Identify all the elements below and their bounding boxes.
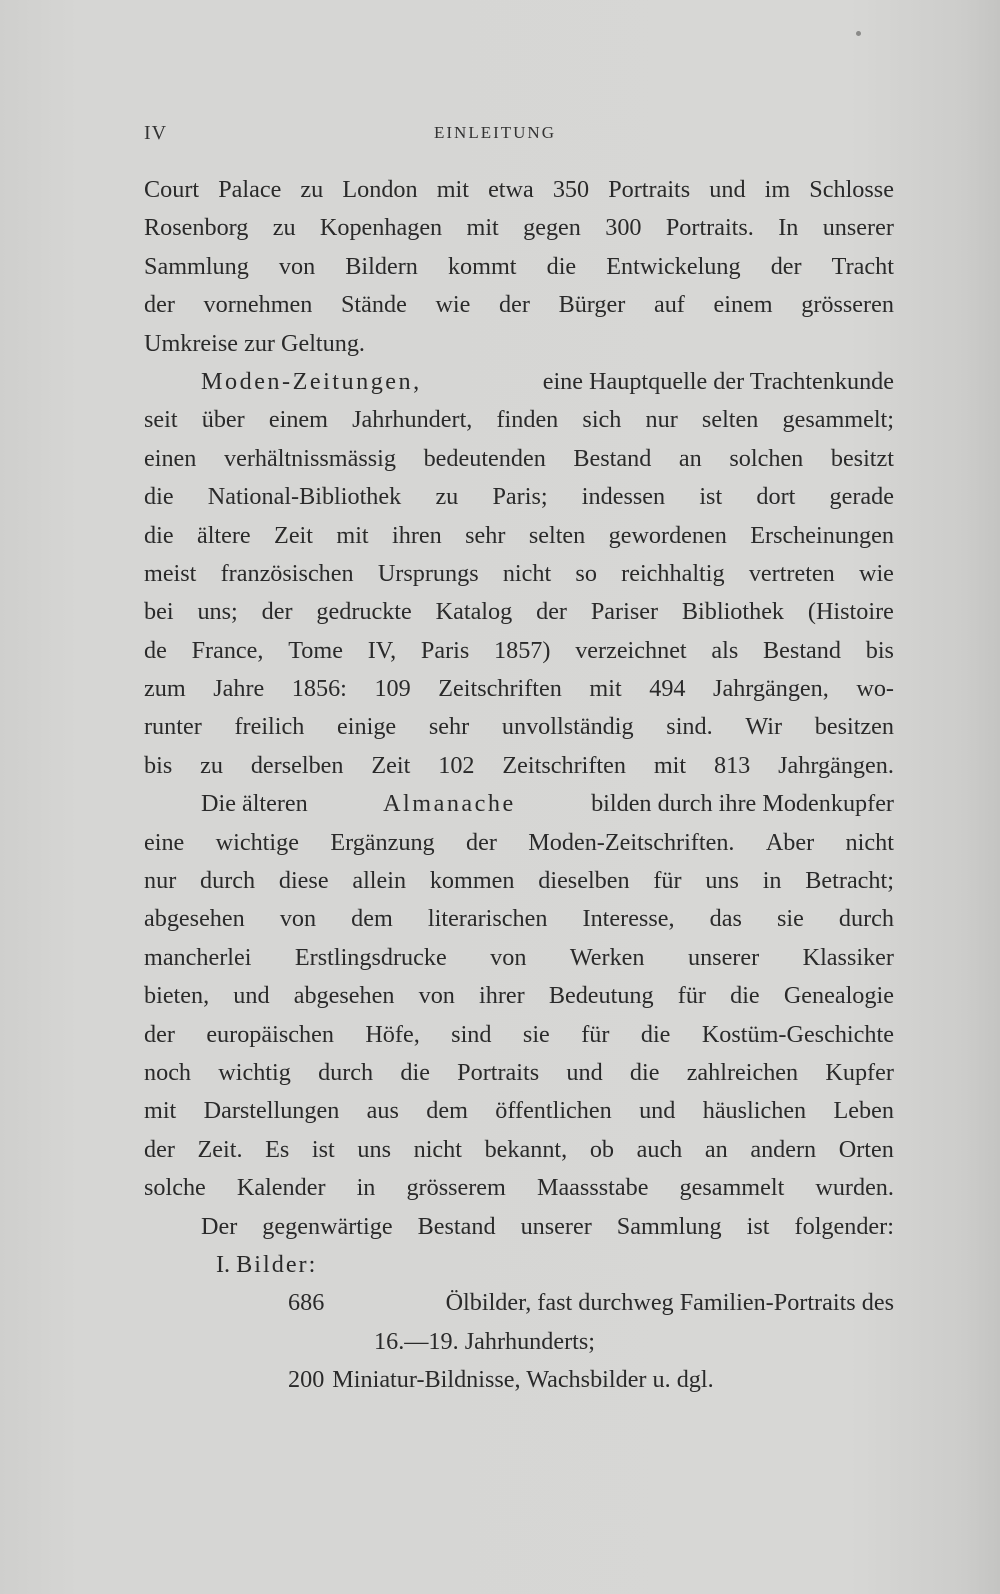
word: bekannt, — [484, 1135, 568, 1163]
word: sehr — [465, 521, 506, 549]
word: Zeitschriften — [438, 675, 562, 703]
word: Jahre — [213, 675, 265, 703]
word: an — [704, 1135, 728, 1163]
text-fragment: Die älteren — [201, 790, 308, 818]
text-fragment: eine Hauptquelle der Trachtenkunde — [542, 367, 894, 395]
text-fragment: bilden durch ihre Modenkupfer — [591, 790, 894, 818]
word: Betracht; — [805, 867, 894, 895]
word: an — [678, 444, 702, 472]
paragraph-first-line — [144, 363, 894, 401]
word: unserer — [687, 943, 760, 971]
word: zu — [272, 214, 296, 242]
word: Ursprungs — [377, 559, 479, 587]
word: kommen — [429, 867, 515, 895]
list-item-text: Miniatur-Bildnisse, Wachsbilder u. dgl. — [332, 1366, 714, 1394]
word: Darstellungen — [203, 1097, 340, 1125]
word: der — [536, 598, 567, 626]
word: zahlreichen — [686, 1058, 799, 1086]
word: vertreten — [748, 559, 835, 587]
word: Klassiker — [802, 943, 894, 971]
word: unserer — [520, 1212, 592, 1240]
word: nur — [645, 406, 678, 434]
word: unvollständig — [501, 713, 634, 741]
text-line — [144, 1169, 894, 1207]
word: Genealogie — [783, 982, 894, 1010]
word: der — [144, 291, 175, 319]
word: einem — [268, 406, 328, 434]
word: sind — [451, 1020, 492, 1048]
word: die — [640, 1020, 671, 1048]
word: indessen — [581, 483, 666, 511]
word: IV, — [367, 636, 397, 664]
word: über — [201, 406, 245, 434]
word: grösserem — [406, 1174, 506, 1202]
word: zu — [435, 483, 459, 511]
word: etwa — [488, 176, 534, 203]
word: ist — [311, 1135, 335, 1163]
word: gerade — [829, 483, 894, 511]
word: abgesehen — [293, 982, 395, 1010]
text-line — [144, 747, 894, 785]
word: die — [144, 521, 174, 549]
word: ist — [699, 483, 723, 511]
word: mit — [336, 521, 369, 549]
word: bieten, — [144, 982, 210, 1010]
word: solchen — [729, 444, 804, 472]
word: vornehmen — [203, 291, 313, 319]
text-line — [144, 440, 894, 478]
word: ob — [589, 1135, 614, 1163]
word: allein — [352, 867, 407, 895]
word: Jahrgängen, — [713, 675, 829, 703]
word: wichtig — [218, 1058, 291, 1086]
word: Paris; — [492, 483, 548, 511]
list-number: I. — [216, 1250, 231, 1278]
word: verzeichnet — [575, 636, 687, 664]
text-line — [144, 248, 894, 286]
word: Erstlingsdrucke — [294, 943, 447, 971]
word: gesammelt; — [782, 406, 894, 434]
word: uns; — [197, 598, 238, 626]
word: sie — [776, 905, 804, 933]
emphasized-term: Almanache — [383, 790, 516, 818]
word: gesammelt — [679, 1174, 785, 1202]
word: literarischen — [427, 905, 548, 933]
word: derselben — [250, 751, 344, 779]
word: ist — [746, 1212, 770, 1240]
word: Portraits — [608, 176, 691, 203]
word: 494 — [649, 675, 686, 703]
word: gewordenen — [608, 521, 727, 549]
word: In — [778, 214, 799, 242]
word: Rosenborg — [144, 214, 249, 242]
word: freilich — [234, 713, 305, 741]
word: Moden-Zeitschriften. — [528, 828, 735, 856]
word: der — [466, 828, 497, 856]
word: Wir — [745, 713, 783, 741]
word: Stände — [340, 291, 407, 319]
text-line — [144, 824, 894, 862]
word: Der — [201, 1212, 238, 1240]
word: nur — [144, 867, 177, 895]
word: gegenwärtige — [262, 1212, 393, 1240]
text-line — [144, 632, 894, 670]
word: von — [279, 905, 317, 933]
word: nicht — [845, 828, 894, 856]
word: selten — [701, 406, 759, 434]
word: Bestand — [573, 444, 652, 472]
word: Bildern — [345, 252, 418, 280]
word: Bedeutung — [548, 982, 654, 1010]
word: bis — [144, 751, 173, 779]
list-item-count: 200 — [288, 1366, 325, 1394]
word: wie — [858, 559, 894, 587]
word: Zeit. — [197, 1135, 243, 1163]
word: Höfe, — [365, 1020, 420, 1048]
word: 102 — [438, 751, 475, 779]
word: Entwickelung — [606, 252, 741, 280]
word: mit — [466, 214, 499, 242]
word: gegen — [523, 214, 581, 242]
word: grösseren — [801, 291, 894, 319]
word: Werken — [569, 943, 645, 971]
word: Orten — [838, 1135, 894, 1163]
word: France, — [191, 636, 264, 664]
word: der — [144, 1135, 175, 1163]
word: ihrer — [479, 982, 525, 1010]
list-item-count: 686 — [288, 1289, 325, 1317]
word: durch — [838, 905, 894, 933]
word: Aber — [765, 828, 815, 856]
text-line — [144, 555, 894, 593]
word: einem — [713, 291, 773, 319]
word: uns — [357, 1135, 391, 1163]
word: wo- — [856, 675, 894, 703]
word: einen — [144, 444, 197, 472]
word: (Histoire — [807, 598, 894, 626]
page-number: IV — [144, 122, 168, 144]
word: Maassstabe — [536, 1174, 649, 1202]
word: Kalender — [236, 1174, 326, 1202]
word: und — [639, 1097, 676, 1125]
word: sie — [522, 1020, 550, 1048]
word: zum — [144, 675, 186, 703]
word: zu — [300, 176, 324, 203]
text-line — [144, 900, 894, 938]
text-line — [144, 708, 894, 746]
text-line — [144, 1016, 894, 1054]
word: bis — [865, 636, 894, 664]
text-line — [144, 209, 894, 247]
word: runter — [144, 713, 202, 741]
word: besitzen — [814, 713, 894, 741]
word: Tracht — [831, 252, 894, 280]
word: dem — [351, 905, 393, 933]
word: auch — [636, 1135, 683, 1163]
word: Erscheinungen — [750, 521, 894, 549]
word: auf — [653, 291, 685, 319]
word: wurden. — [815, 1174, 894, 1202]
word: dem — [426, 1097, 468, 1125]
word: noch — [144, 1058, 192, 1086]
word: französischen — [220, 559, 354, 587]
list-item-text: Ölbilder, fast durchweg Familien-Portraits des — [445, 1289, 894, 1317]
text-line — [144, 517, 894, 555]
word: 109 — [374, 675, 411, 703]
word: 1857) — [494, 636, 551, 664]
word: dieselben — [538, 867, 630, 895]
word: die — [400, 1058, 430, 1086]
word: so — [575, 559, 597, 587]
word: sind. — [666, 713, 713, 741]
word: unserer — [822, 214, 894, 242]
word: folgender: — [794, 1212, 894, 1240]
word: aus — [366, 1097, 399, 1125]
word: von — [278, 252, 316, 280]
word: nicht — [413, 1135, 462, 1163]
word: mancherlei — [144, 943, 252, 971]
word: wichtige — [215, 828, 299, 856]
word: Zeit — [371, 751, 411, 779]
word: Bürger — [558, 291, 626, 319]
word: einige — [337, 713, 397, 741]
word: und — [566, 1058, 603, 1086]
word: uns — [705, 867, 739, 895]
word: mit — [589, 675, 622, 703]
word: für — [581, 1020, 610, 1048]
word: gedruckte — [316, 598, 412, 626]
word: Palace — [218, 176, 282, 203]
word: Zeit — [274, 521, 313, 549]
word: Kostüm-Geschichte — [701, 1020, 894, 1048]
word: der — [144, 1020, 175, 1048]
word: Sammlung — [144, 252, 249, 280]
word: die — [730, 982, 760, 1010]
word: als — [711, 636, 739, 664]
word: abgesehen — [144, 905, 245, 933]
list-item — [144, 1361, 894, 1399]
text-line — [144, 670, 894, 708]
word: Jahrhundert, — [352, 406, 473, 434]
word: Bestand — [763, 636, 841, 664]
word: von — [490, 943, 527, 971]
word: seit — [144, 406, 178, 434]
word: der — [499, 291, 530, 319]
word: bei — [144, 598, 174, 626]
word: London — [342, 176, 418, 203]
word: durch — [200, 867, 256, 895]
running-title: EINLEITUNG — [434, 123, 556, 142]
word: die — [629, 1058, 660, 1086]
body-text — [144, 171, 894, 1400]
word: besitzt — [830, 444, 894, 472]
word: de — [144, 636, 167, 664]
text-line — [144, 478, 894, 516]
text-line — [144, 401, 894, 439]
word: Kopenhagen — [319, 214, 443, 242]
word: europäischen — [206, 1020, 334, 1048]
word: zu — [200, 751, 223, 779]
word: National-Bibliothek — [207, 483, 402, 511]
word: ihren — [392, 521, 442, 549]
word: Bibliothek — [681, 598, 785, 626]
word: 300 — [605, 214, 642, 242]
word: verhältnissmässig — [223, 444, 396, 472]
list-item — [144, 1284, 894, 1322]
word: 350 — [552, 176, 590, 203]
text-line — [144, 171, 894, 209]
word: andern — [750, 1135, 817, 1163]
word: der — [770, 252, 802, 280]
word: mit — [144, 1097, 177, 1125]
word: nicht — [502, 559, 552, 587]
word: Sammlung — [616, 1212, 722, 1240]
text-line — [144, 977, 894, 1015]
word: Paris — [420, 636, 470, 664]
word: für — [653, 867, 682, 895]
word: und — [233, 982, 270, 1010]
word: meist — [144, 559, 197, 587]
word: Es — [265, 1135, 290, 1163]
word: selten — [528, 521, 586, 549]
word: und — [709, 176, 746, 203]
word: Bestand — [417, 1212, 496, 1240]
word: öffentlichen — [495, 1097, 612, 1125]
word: in — [356, 1174, 376, 1202]
word: mit — [653, 751, 687, 779]
word: Court — [144, 176, 200, 203]
text-line — [144, 1208, 894, 1246]
word: sehr — [428, 713, 470, 741]
word: Leben — [833, 1097, 894, 1125]
word: Pariser — [590, 598, 659, 626]
word: 813 — [713, 751, 751, 779]
word: Portraits — [457, 1058, 540, 1086]
word: Interesse, — [582, 905, 675, 933]
word: ältere — [196, 521, 251, 549]
paper-speck — [856, 31, 861, 36]
text-line — [144, 1131, 894, 1169]
text-line — [144, 939, 894, 977]
list-item-continuation: 16.—19. Jahrhunderts; — [374, 1327, 596, 1355]
word: kommt — [447, 252, 517, 280]
word: Ergänzung — [330, 828, 435, 856]
text-line — [144, 1092, 894, 1130]
word: mit — [436, 176, 469, 203]
paragraph-first-line — [144, 785, 894, 823]
word: Kupfer — [825, 1058, 894, 1086]
emphasized-term: Moden-Zeitungen, — [201, 367, 422, 395]
word: reichhaltig — [621, 559, 725, 587]
word: im — [764, 176, 791, 203]
word: Zeitschriften — [502, 751, 626, 779]
text-line: Umkreise zur Geltung. — [144, 329, 365, 357]
word: Jahrgängen. — [778, 751, 894, 779]
text-line — [144, 862, 894, 900]
word: durch — [318, 1058, 374, 1086]
word: wie — [435, 291, 471, 319]
word: finden — [496, 406, 559, 434]
word: Portraits. — [665, 214, 754, 242]
word: Katalog — [435, 598, 513, 626]
list-heading-term: Bilder: — [236, 1250, 318, 1278]
text-line — [144, 593, 894, 631]
word: bedeutenden — [423, 444, 546, 472]
running-head — [144, 122, 894, 152]
word: der — [261, 598, 293, 626]
word: die — [144, 483, 174, 511]
word: das — [709, 905, 742, 933]
text-line — [144, 1054, 894, 1092]
text-line — [144, 286, 894, 324]
word: die — [546, 252, 577, 280]
list-heading — [144, 1246, 894, 1284]
word: häuslichen — [702, 1097, 807, 1125]
word: solche — [144, 1174, 206, 1202]
word: sich — [582, 406, 622, 434]
word: dort — [756, 483, 796, 511]
word: für — [677, 982, 706, 1010]
word: Tome — [288, 636, 343, 664]
word: 1856: — [291, 675, 347, 703]
word: in — [762, 867, 782, 895]
word: eine — [144, 828, 185, 856]
word: Schlosse — [809, 176, 894, 203]
word: von — [418, 982, 455, 1010]
word: diese — [278, 867, 329, 895]
